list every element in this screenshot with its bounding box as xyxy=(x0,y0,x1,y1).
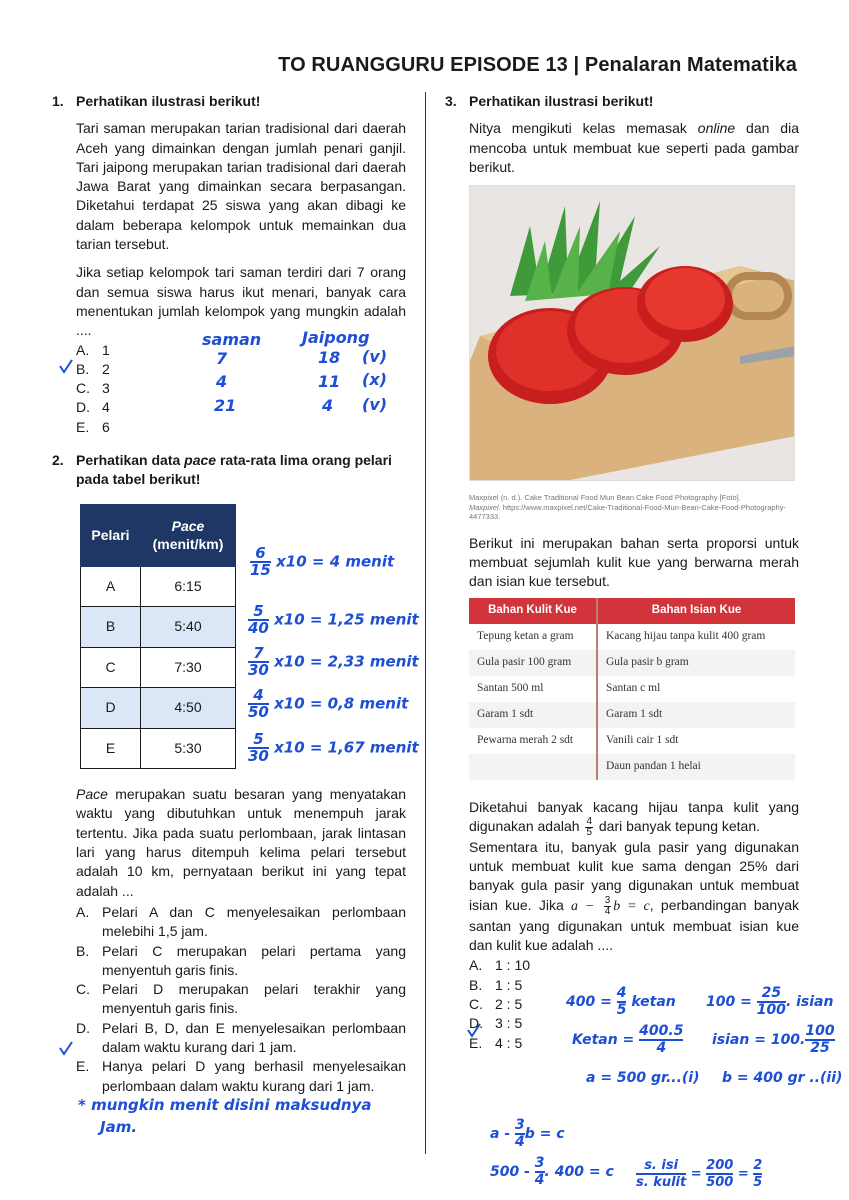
q1-options xyxy=(76,341,406,437)
table-row: Gula pasir 100 gram Gula pasir b gram xyxy=(469,650,795,676)
table-row: Tepung ketan a gram Kacang hijau tanpa kulit 400 gram xyxy=(469,624,795,650)
q1-option-b[interactable]: B. 2 xyxy=(76,360,110,377)
hw-pace-line-5: $\frac{5}{30}$ x10 = 1,67 menit xyxy=(248,730,419,765)
hw-q3-isian-ratio: 100 = $\frac{25}{100}$ . isian xyxy=(706,985,834,1018)
table-row: C 7:30 xyxy=(81,647,236,688)
hw-q3-a-value: a = 500 gr...(i) xyxy=(586,1070,700,1086)
q2-option-c[interactable]: C. Pelari D merupakan pelari terakhir yang menyentuh garis finis. xyxy=(76,981,406,1017)
q3-number: 3. xyxy=(445,93,457,109)
hw-q3-b-value: b = 400 gr ..(ii) xyxy=(722,1070,843,1086)
hw-jaipong: Jaipong xyxy=(302,328,370,347)
q3-option-d[interactable]: D. 3 : 5 xyxy=(469,1015,523,1032)
check-mark-icon xyxy=(466,1022,482,1038)
hw-pace-line-3: $\frac{7}{30}$ x10 = 2,33 menit xyxy=(248,644,419,679)
hw-saman-3: 21 xyxy=(214,396,237,415)
hw-q3-ketan-calc: Ketan = $\frac{400.5}{4}$ xyxy=(572,1023,684,1056)
hw-saman-1: 7 xyxy=(216,349,228,368)
q3-heading-text: Perhatikan ilustrasi berikut! xyxy=(469,93,654,109)
hw-mark-2: (x) xyxy=(362,370,387,389)
check-mark-icon xyxy=(58,1040,74,1056)
ingredients-header-kulit: Bahan Kulit Kue xyxy=(469,598,597,624)
q1-heading-text: Perhatikan ilustrasi berikut! xyxy=(76,93,261,109)
right-column xyxy=(445,92,799,1053)
hw-mark-3: (v) xyxy=(362,395,388,414)
left-column xyxy=(52,92,409,1096)
q3-option-b[interactable]: B. 1 : 5 xyxy=(469,976,523,993)
hw-q3-ratio-result: $\frac{\text{s. isi}}{\text{s. kulit}}$ = $\frac{200}{500}$ = $\frac{2}{5}$ xyxy=(636,1158,763,1190)
q1-option-d[interactable]: D. 4 xyxy=(76,399,110,416)
q3-option-a[interactable]: A. 1 : 10 xyxy=(469,957,531,974)
pace-table-header-pace: Pace (menit/km) xyxy=(141,504,236,566)
hw-q3-ketan-ratio: 400 = $\frac{4}{5}$ ketan xyxy=(566,985,676,1018)
table-row: A 6:15 xyxy=(81,566,236,607)
cake-photo xyxy=(469,185,795,481)
q1-option-e[interactable]: E. 6 xyxy=(76,418,110,435)
hw-jaipong-2: 11 xyxy=(318,372,341,391)
hw-pace-line-2: $\frac{5}{40}$ x10 = 1,25 menit xyxy=(248,602,419,637)
q2-option-a[interactable]: A. Pelari A dan C menyelesaikan perlombaan melebihi 1,5 jam. xyxy=(76,903,406,940)
q1-option-a[interactable]: A. 1 xyxy=(76,341,110,358)
q2-paragraph: Pace merupakan suatu besaran yang menyatakan waktu yang dibutuhkan untuk menempuh jarak tertentu. Jika pada suatu perlombaan, jarak lintasan lari yang harus ditempuh kelima pelari tersebut adalah 10 km, pernyataan berikut ini yang tepat adalah ... xyxy=(76,786,406,899)
pace-table-header-runner: Pelari xyxy=(81,504,141,566)
hw-jaipong-1: 18 xyxy=(318,348,341,367)
table-row: Pewarna merah 2 sdt Vanili cair 1 sdt xyxy=(469,728,795,754)
q2-heading: 2. Perhatikan data pace rata-rata lima orang pelari pada tabel berikut! xyxy=(52,451,406,490)
check-mark-icon xyxy=(58,358,74,374)
hw-q3-equation: a - $\frac{3}{4}$ b = c xyxy=(490,1117,565,1150)
table-row: Garam 1 sdt Garam 1 sdt xyxy=(469,702,795,728)
q3-paragraph-1: Berikut ini merupakan bahan serta proporsi untuk membuat sejumlah kulit kue yang berwarna merah dan isian kue tersebut. xyxy=(469,534,799,590)
page-title: TO RUANGGURU EPISODE 13 | Penalaran Matematika xyxy=(278,54,797,76)
hw-mark-1: (v) xyxy=(362,347,388,366)
hw-pace-line-4: $\frac{4}{50}$ x10 = 0,8 menit xyxy=(248,686,409,721)
q1-option-c[interactable]: C. 3 xyxy=(76,380,110,397)
q2-number: 2. xyxy=(52,452,64,469)
photo-caption: Maxpixel (n. d.). Cake Traditional Food Mun Bean Cake Food Photography [Foto]. Maxpixel. https://www.maxpixel.net/Cake-Traditional-Food-Mun-Bean-Cake-Food-Photography-4477333. xyxy=(469,493,786,522)
q2-option-d[interactable]: D. Pelari B, D, dan E menyelesaikan perlombaan dalam waktu kurang dari 1 jam. xyxy=(76,1019,406,1055)
hw-pace-line-1: $\frac{6}{15}$ x10 = 4 menit xyxy=(250,544,395,579)
table-row: E 5:30 xyxy=(81,728,236,769)
table-row: Daun pandan 1 helai xyxy=(469,754,795,780)
q2-option-e[interactable]: E. Hanya pelari D yang berhasil menyelesaikan perlombaan dalam waktu kurang dari 1 jam. xyxy=(76,1058,406,1094)
q1-number: 1. xyxy=(52,93,64,109)
q3-paragraph-2: Diketahui banyak kacang hijau tanpa kulit yang digunakan adalah $\frac{4}{5}$ dari banyak tepung ketan. xyxy=(469,798,799,838)
hw-q3-substitution: 500 - $\frac{3}{4}$ . 400 = c xyxy=(490,1155,614,1188)
ingredients-table xyxy=(469,598,795,780)
q1-paragraph-1: Tari saman merupakan tarian tradisional dari daerah Aceh yang dimainkan dengan jumlah penari ganjil. Tari jaipong merupakan tarian tradisional dari daerah Jawa Barat yang dimainkan secara berpasangan. Diketahui terdapat 25 siswa yang akan dibagi ke dalam beberapa kelompok untuk memainkan dua tarian tersebut. xyxy=(76,120,406,253)
q3-intro: Nitya mengikuti kelas memasak online dan dia mencoba untuk membuat kue seperti pada gambar berikut. xyxy=(469,120,799,175)
hw-saman-2: 4 xyxy=(216,372,228,391)
q3-option-e[interactable]: E. 4 : 5 xyxy=(469,1034,523,1051)
table-row: Santan 500 ml Santan c ml xyxy=(469,676,795,702)
cake-illustration xyxy=(470,186,795,481)
pace-table xyxy=(80,504,236,770)
hw-saman: saman xyxy=(202,330,262,349)
hw-jaipong-3: 4 xyxy=(322,396,334,415)
q3-heading xyxy=(445,92,799,111)
q3-paragraph-3: Sementara itu, banyak gula pasir yang digunakan untuk membuat kulit kue sama dengan 25% dari banyak gula pasir yang digunakan untuk membuat isian kue. Jika a − $\frac{3}{4}$ b = c, perbandingan banyak santan yang digunakan untuk membuat isian kue dan kulit kue adalah .... xyxy=(469,838,800,954)
ingredients-header-isian: Bahan Isian Kue xyxy=(597,598,795,624)
fraction-3-4: $\frac{3}{4}$ xyxy=(604,894,611,917)
q1-paragraph-2: Jika setiap kelompok tari saman terdiri dari 7 orang dan semua siswa harus ikut menari, banyak cara menentukan jumlah kelompok yang mungkin adalah .... xyxy=(76,264,406,339)
table-row: B 5:40 xyxy=(81,607,236,648)
hw-note-line-2: Jam. xyxy=(100,1118,138,1136)
column-divider xyxy=(425,92,426,1154)
table-row: D 4:50 xyxy=(81,688,236,729)
q1-heading xyxy=(52,92,406,111)
hw-note-line-1: * mungkin menit disini maksudnya xyxy=(78,1096,372,1114)
fraction-4-5: $\frac{4}{5}$ xyxy=(586,815,592,838)
q3-option-c[interactable]: C. 2 : 5 xyxy=(469,995,523,1012)
hw-q3-isian-calc: isian = 100. $\frac{100}{25}$ xyxy=(712,1023,835,1056)
q2-option-b[interactable]: B. Pelari C merupakan pelari pertama yang menyentuh garis finis. xyxy=(76,942,406,978)
q2-options xyxy=(76,903,406,1096)
